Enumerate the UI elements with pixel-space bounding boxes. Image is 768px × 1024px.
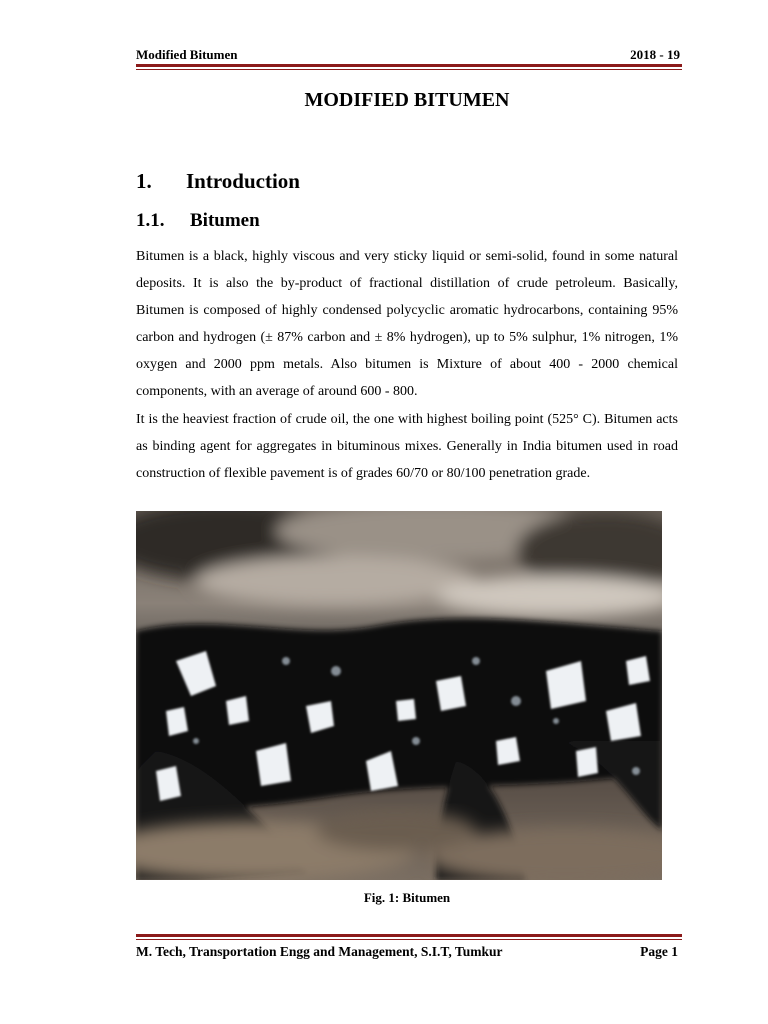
body-text	[136, 243, 678, 487]
page-title: MODIFIED BITUMEN	[304, 89, 510, 111]
header-right-text: 2018 - 19	[630, 47, 680, 62]
page-footer	[136, 944, 678, 962]
footer-left-text: M. Tech, Transportation Engg and Management, S.I.T, Tumkur	[136, 944, 503, 959]
section-number: 1.	[136, 169, 152, 193]
figure-caption: Fig. 1: Bitumen	[363, 890, 451, 905]
paragraph: It is the heaviest fraction of crude oil, the one with highest boiling point (525° C). Bitumen acts as binding agent for aggregates in bituminous mixes. Generally in India bitumen used in road construction of flexible pavement is of grades 60/70 or 80/100 penetration grade.	[136, 411, 678, 481]
subsection-title: Bitumen	[190, 210, 260, 231]
header-rule-thin	[136, 69, 682, 70]
footer-rule-thin	[136, 939, 682, 940]
subsection-number: 1.1.	[136, 210, 165, 231]
header-left-text: Modified Bitumen	[136, 47, 238, 62]
section-heading	[136, 169, 300, 194]
header-rule-thick	[136, 64, 682, 67]
paragraph: Bitumen is a black, highly viscous and very sticky liquid or semi-solid, found in some natural deposits. It is also the by-product of fractional distillation of crude petroleum. Basically, Bitumen is composed of highly condensed polycyclic aromatic hydrocarbons, containing 95% carbon and hydrogen (± 87% carbon and ± 8% hydrogen), up to 5% sulphur, 1% nitrogen, 1% oxygen and 2000 ppm metals. Also bitumen is Mixture of about 400 - 2000 chemical components, with an average of around 600 - 800.	[136, 249, 678, 400]
footer-rule-thick	[136, 934, 682, 937]
page-header	[136, 47, 680, 65]
section-title: Introduction	[186, 169, 300, 193]
page-number: Page 1	[640, 944, 678, 959]
bitumen-photo	[136, 511, 662, 880]
bitumen-photo-image	[136, 511, 662, 880]
subsection-heading	[136, 210, 260, 232]
